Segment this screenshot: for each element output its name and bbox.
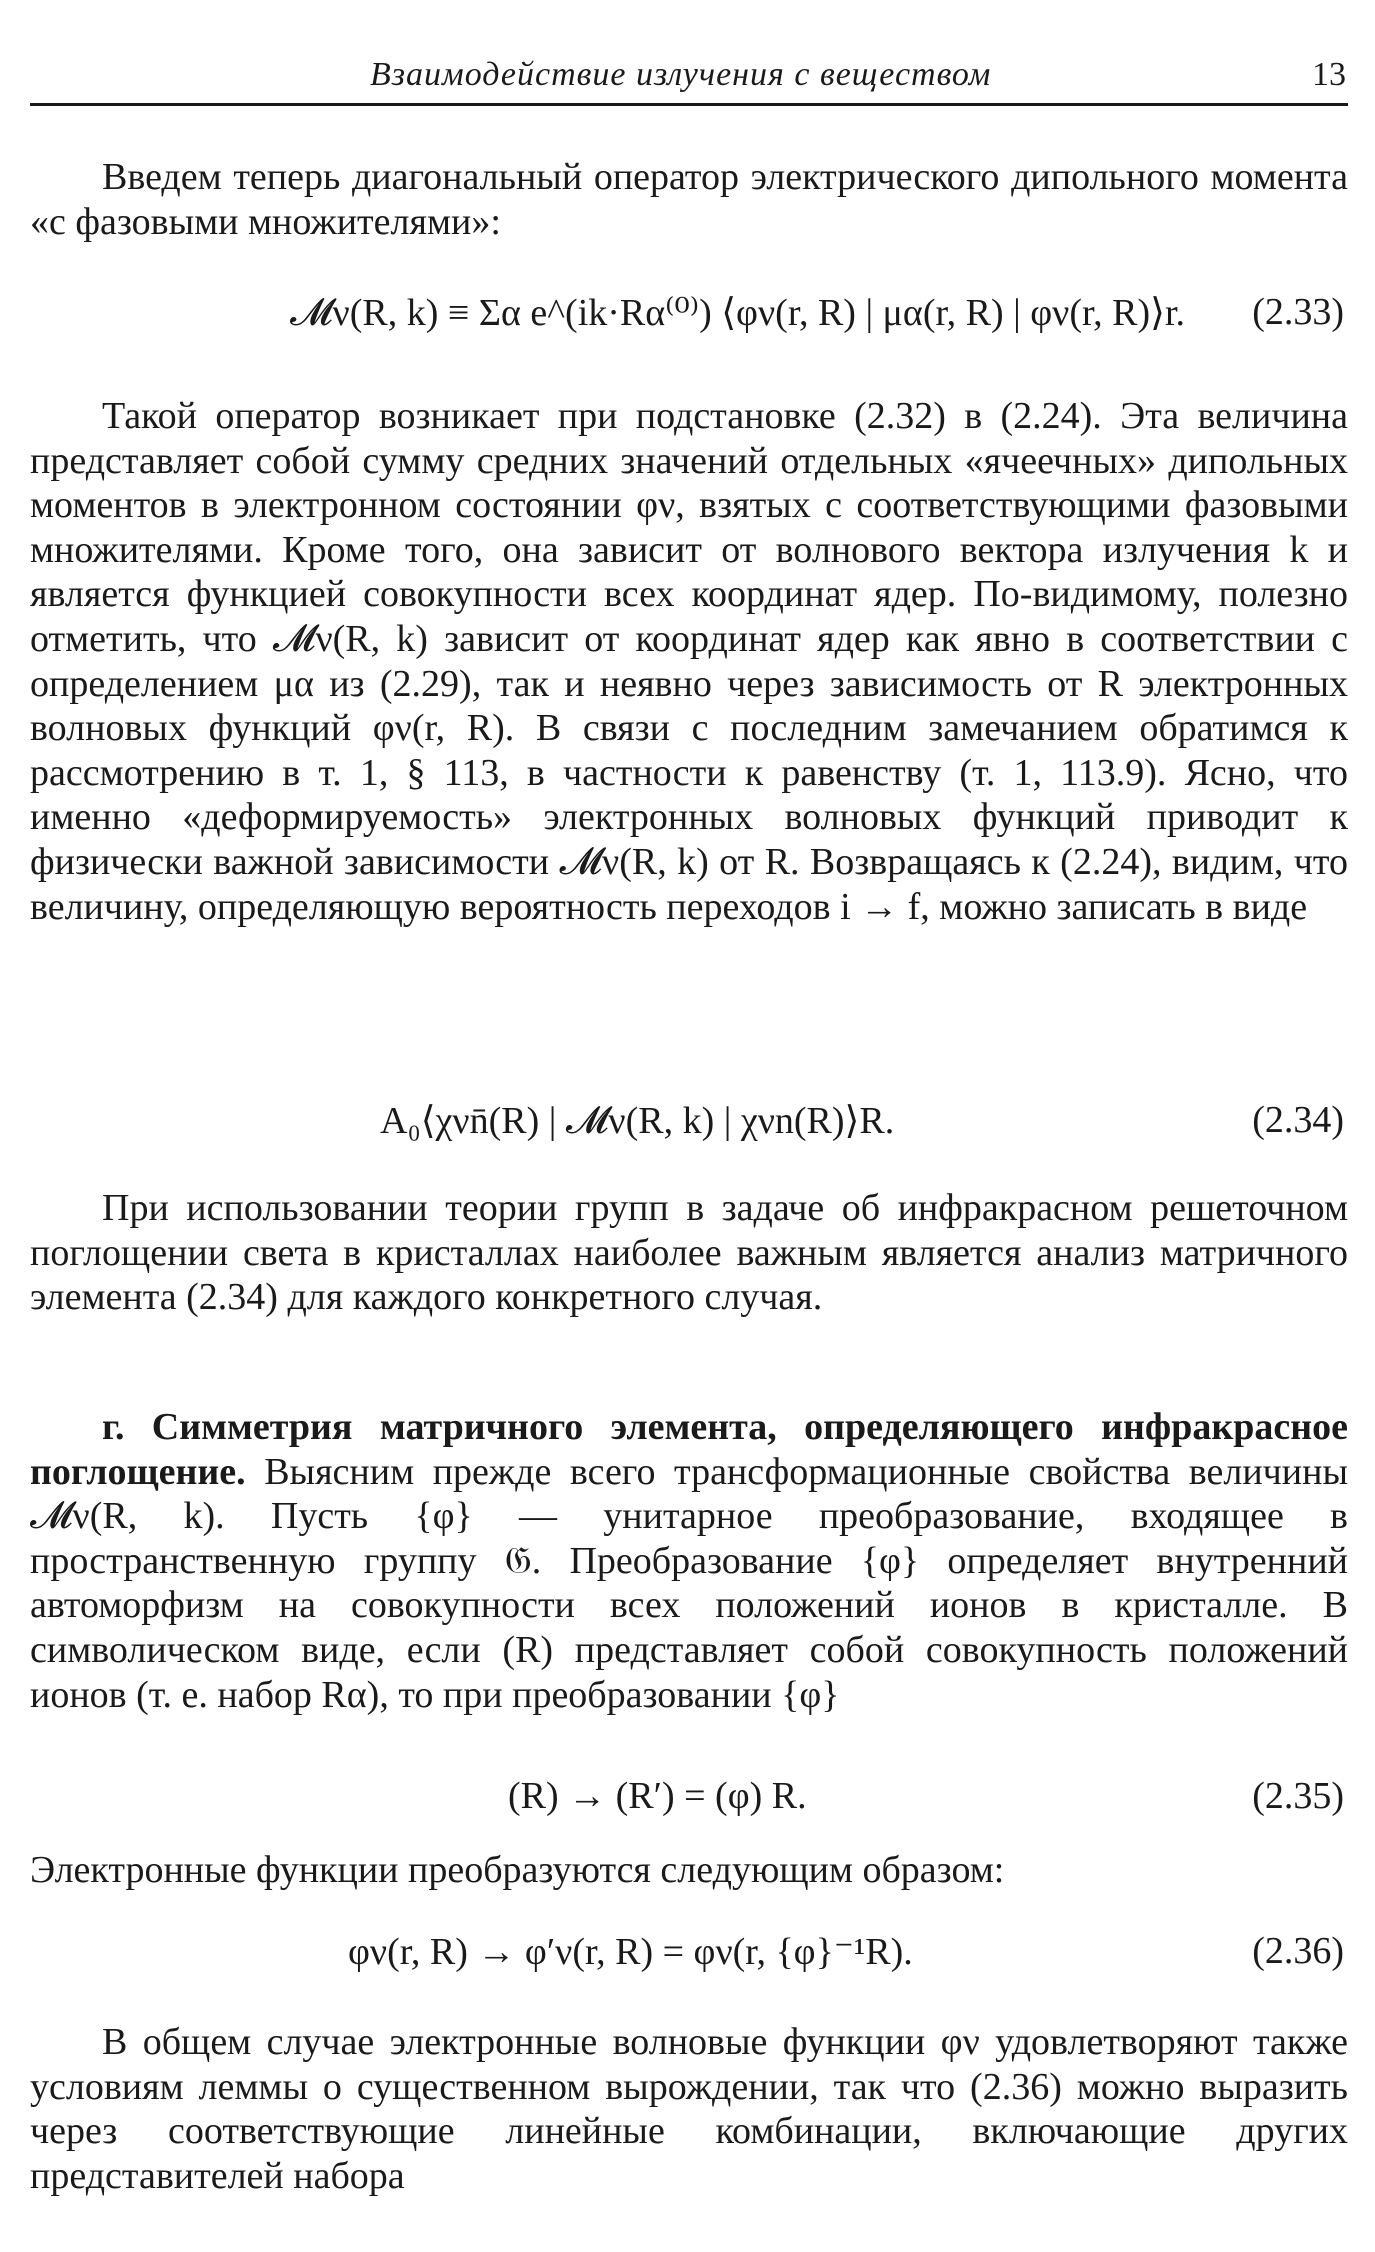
- paragraph-5-text: Электронные функции преобразуются следующим образом:: [30, 1849, 1005, 1891]
- paragraph-1: [30, 155, 1348, 244]
- equation-2-35: [30, 1770, 1348, 1830]
- header-rule: [30, 103, 1348, 106]
- equation-2-34-number: (2.34): [1252, 1099, 1344, 1141]
- paragraph-5: [30, 1848, 1348, 1893]
- paragraph-3-text: При использовании теории групп в задаче об инфракрасном решеточном поглощении света в кристаллах наиболее важным является анализ матричного элемента (2.34) для каждого конкретного случая.: [30, 1187, 1348, 1319]
- equation-2-34-body: A₀⟨χνn̄(R) | 𝓜ν(R, k) | χνn(R)⟩R.: [380, 1100, 895, 1142]
- paragraph-2-text: Такой оператор возникает при подстановке (2.32) в (2.24). Эта величина представляет собой сумму средних значений отдельных «ячеечных» дипольных моментов в электронном состоянии φν, взятых с соответствующими фазовыми множителями. Кроме того, она зависит от волнового вектора излучения k и является функцией совокупности всех координат ядер. По-видимому, полезно отметить, что 𝓜ν(R, k) зависит от координат ядер как явно в соответствии с определением μα из (2.29), так и неявно через зависимость от R электронных волновых функций φν(r, R). В связи с последним замечанием обратимся к рассмотрению в т. 1, § 113, в частности к равенству (т. 1, 113.9). Ясно, что именно «деформируемость» электронных волновых функций приводит к физически важной зависимости 𝓜ν(R, k) от R. Возвращаясь к (2.24), видим, что величину, определяющую вероятность переходов i → f, можно записать в виде: [30, 395, 1348, 928]
- paragraph-4-text: [30, 1405, 1348, 1717]
- equation-2-35-number: (2.35): [1252, 1775, 1344, 1817]
- paragraph-6: [30, 2020, 1348, 2198]
- running-title: Взаимодействие излучения с веществом: [370, 56, 992, 93]
- equation-2-35-body: (R) → (R′) = (φ) R.: [508, 1775, 807, 1817]
- paragraph-3: [30, 1186, 1348, 1320]
- equation-2-36-body: φν(r, R) → φ′ν(r, R) = φν(r, {φ}⁻¹R).: [348, 1931, 913, 1973]
- paragraph-1-text: Введем теперь диагональный оператор электрического дипольного момента «с фазовыми множителями»:: [30, 156, 1348, 243]
- equation-2-36-number: (2.36): [1252, 1930, 1344, 1972]
- equation-2-34: [30, 1094, 1348, 1154]
- paragraph-4: [30, 1405, 1348, 1717]
- page-number: 13: [1312, 56, 1346, 93]
- equation-2-33-body: 𝓜ν(R, k) ≡ Σα e^(ik·Rα⁽⁰⁾) ⟨φν(r, R) | μα(r, R) | φν(r, R)⟩r.: [290, 292, 1186, 334]
- paragraph-4-body: Выясним прежде всего трансформационные свойства величины 𝓜ν(R, k). Пусть {φ} — унитарное преобразование, входящее в пространственную группу 𝔊. Преобразование {φ} определяет внутренний автоморфизм на совокупности всех положений ионов в кристалле. В символическом виде, если (R) представляет собой совокупность положений ионов (т. е. набор Rα), то при преобразовании {φ}: [30, 1450, 1348, 1716]
- section-heading: г. Симметрия матричного элемента, определяющего инфракрасное поглощение.: [30, 1406, 1348, 1493]
- paragraph-6-text: В общем случае электронные волновые функции φν удовлетворяют также условиям леммы о существенном вырождении, так что (2.36) можно выразить через соответствующие линейные комбинации, включающие других представителей набора: [30, 2021, 1348, 2197]
- equation-2-33-number: (2.33): [1252, 291, 1344, 333]
- paragraph-2: [30, 394, 1348, 929]
- running-header: [30, 48, 1350, 98]
- equation-2-33: [30, 286, 1348, 346]
- equation-2-36: [30, 1925, 1348, 1985]
